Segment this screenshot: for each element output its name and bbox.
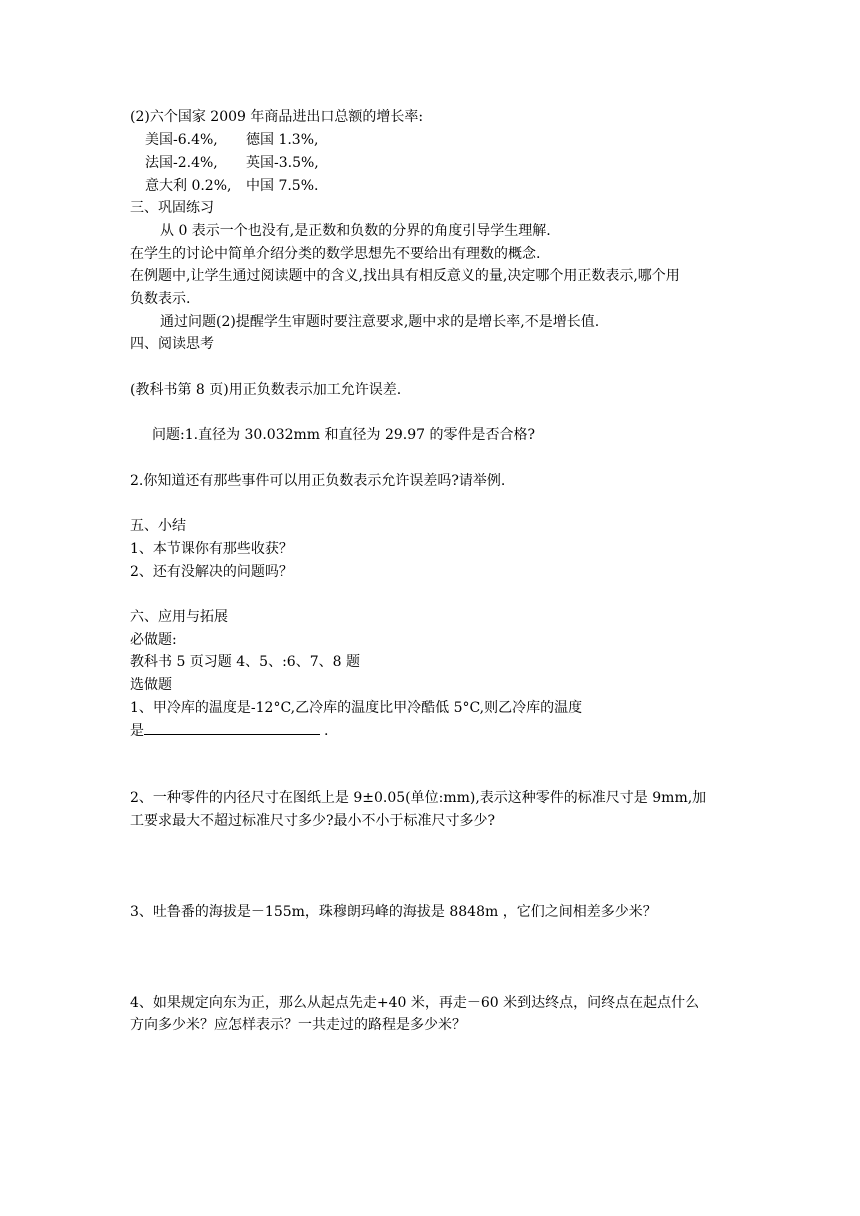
question-3: 3、吐鲁番的海拔是－155m，珠穆朗玛峰的海拔是 8848m ，它们之间相差多少米？ bbox=[130, 904, 657, 920]
section-3-paragraph-4: 通过问题(2)提醒学生审题时要注意要求,题中求的是增长率,不是增长值. bbox=[160, 314, 600, 330]
growth-row-3-right: 中国 7.5%. bbox=[246, 178, 319, 194]
section-6-title: 六、应用与拓展 bbox=[130, 609, 228, 625]
section-5-item-2: 2、还有没解决的问题吗？ bbox=[130, 564, 293, 580]
question-1-line-2 bbox=[130, 720, 328, 740]
question-1-suffix: . bbox=[324, 723, 329, 739]
section-5-title: 五、小结 bbox=[130, 518, 186, 534]
question-1-prefix: 是 bbox=[130, 723, 144, 739]
question-1-line-1: 1、甲冷库的温度是-12°C,乙冷库的温度比甲冷酷低 5°C,则乙冷库的温度 bbox=[130, 700, 583, 716]
growth-row-1-left: 美国-6.4%, bbox=[145, 132, 218, 148]
question-2-line-1: 2、一种零件的内径尺寸在图纸上是 9±0.05(单位:mm),表示这种零件的标准尺寸是 9mm,加 bbox=[130, 790, 707, 806]
question-4-line-2: 方向多少米？应怎样表示？一共走过的路程是多少米？ bbox=[130, 1017, 466, 1033]
section-3-paragraph-3-line-2: 负数表示. bbox=[130, 291, 191, 307]
growth-row-3-left: 意大利 0.2%, bbox=[145, 178, 232, 194]
question-4-line-1: 4、如果规定向东为正，那么从起点先走+40 米，再走－60 米到达终点，问终点在起点什么 bbox=[130, 995, 700, 1011]
section-4-question-2: 2.你知道还有那些事件可以用正负数表示允许误差吗?请举例. bbox=[130, 473, 506, 489]
growth-row-1-right: 德国 1.3%, bbox=[246, 132, 319, 148]
optional-heading: 选做题 bbox=[130, 677, 172, 693]
growth-row-2-left: 法国-2.4%, bbox=[145, 155, 218, 171]
section-5-item-1: 1、本节课你有那些收获？ bbox=[130, 541, 293, 557]
section-4-paragraph-1: (教科书第 8 页)用正负数表示加工允许误差. bbox=[130, 382, 402, 398]
section-3-title: 三、巩固练习 bbox=[130, 200, 214, 216]
required-items: 教科书 5 页习题 4、5、:6、7、8 题 bbox=[130, 654, 360, 670]
section-3-paragraph-3-line-1: 在例题中,让学生通过阅读题中的含义,找出具有相反意义的量,决定哪个用正数表示,哪个用 bbox=[130, 268, 680, 284]
required-heading: 必做题: bbox=[130, 632, 177, 648]
section-4-question-1: 问题:1.直径为 30.032mm 和直径为 29.97 的零件是否合格? bbox=[152, 427, 535, 443]
section-3-paragraph-1: 从 0 表示一个也没有,是正数和负数的分界的角度引导学生理解. bbox=[160, 223, 551, 239]
section-3-paragraph-2: 在学生的讨论中简单介绍分类的数学思想先不要给出有理数的概念. bbox=[130, 246, 541, 262]
question-2-line-2: 工要求最大不超过标准尺寸多少?最小不小于标准尺寸多少? bbox=[130, 813, 496, 829]
growth-title: (2)六个国家 2009 年商品进出口总额的增长率: bbox=[130, 109, 424, 125]
answer-blank bbox=[144, 720, 320, 735]
section-4-title: 四、阅读思考 bbox=[130, 336, 214, 352]
growth-row-2-right: 英国-3.5%, bbox=[246, 155, 319, 171]
